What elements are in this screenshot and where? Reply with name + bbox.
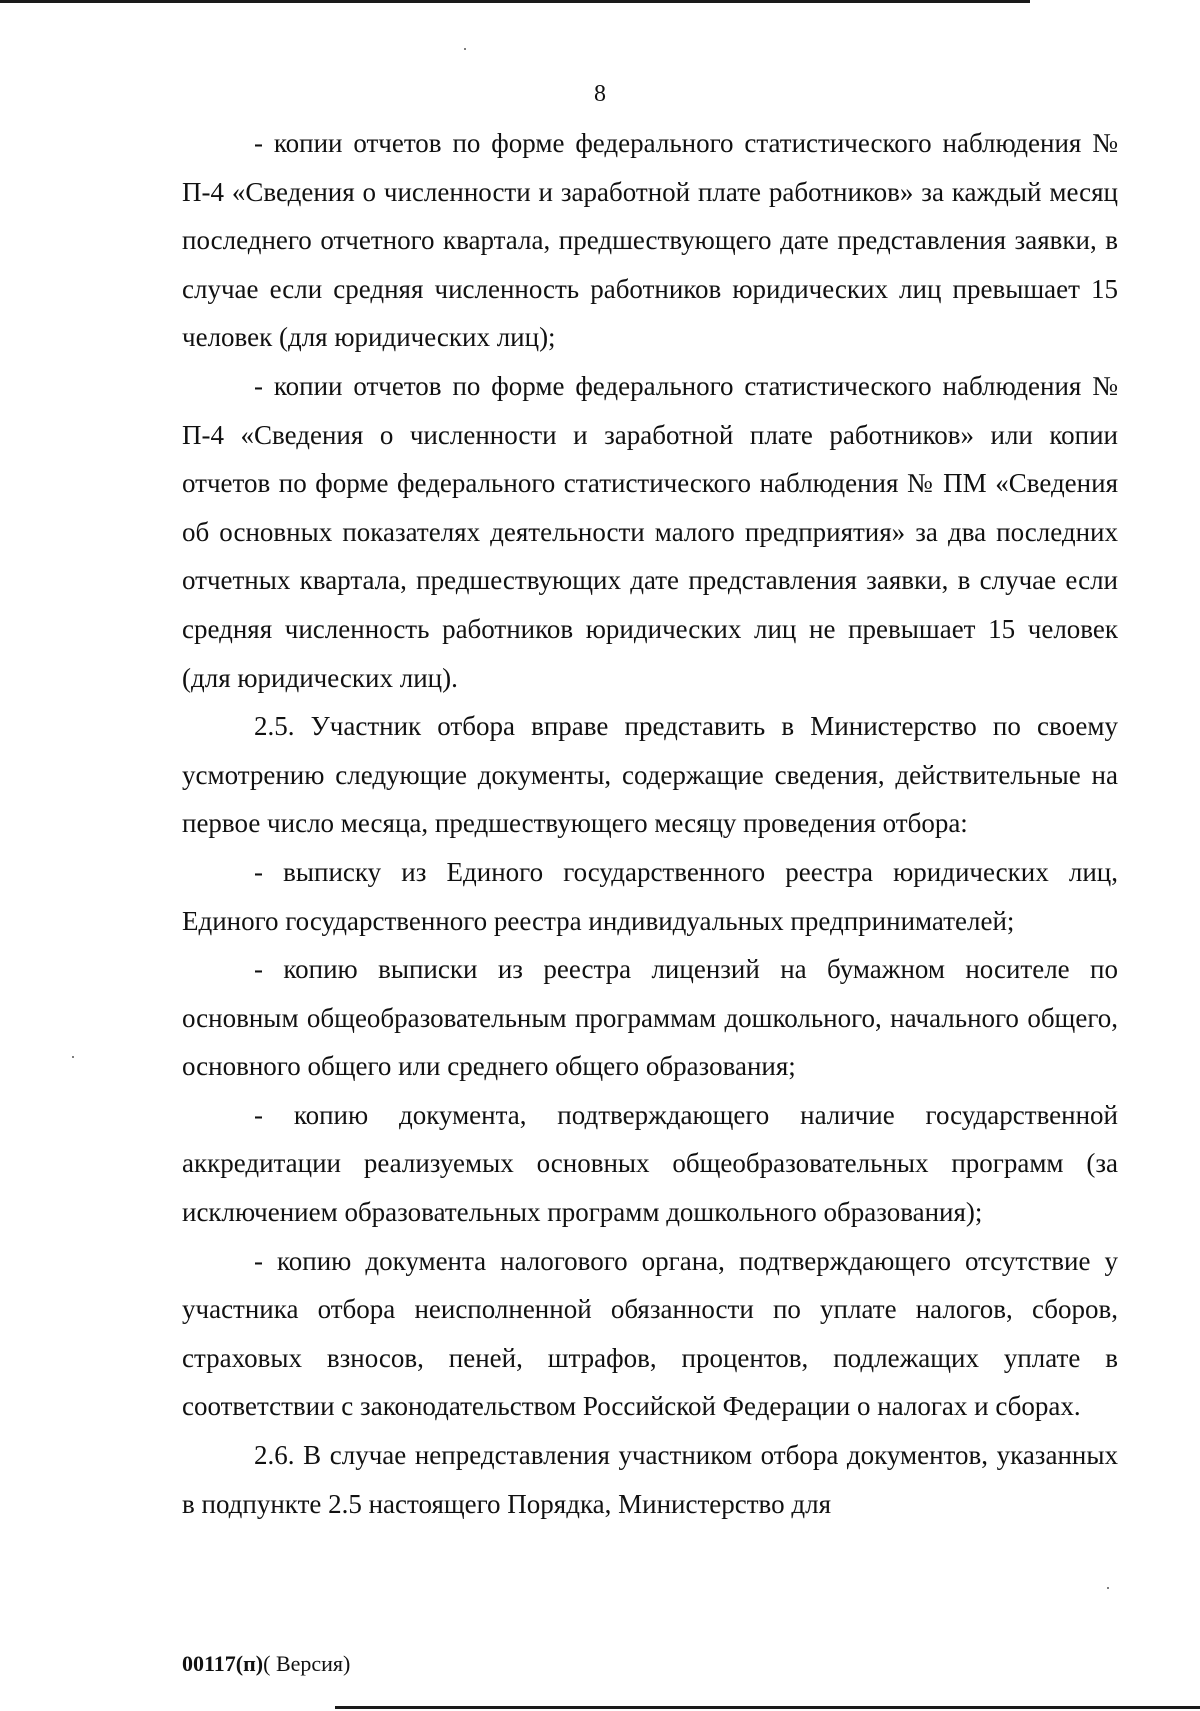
footer-document-code: 00117(п)	[182, 1651, 264, 1676]
bottom-border-line	[335, 1706, 1200, 1709]
paragraph-accreditation-copy: - копию документа, подтверждающего наличие государственной аккредитации реализуемых основных общеобразовательных программ (за исключением образовательных программ дошкольного образования);	[182, 1099, 1118, 1228]
footer	[182, 1649, 350, 1679]
page-number: 8	[594, 81, 606, 107]
paragraph-p4-copies-over-15: - копии отчетов по форме федерального статистического наблюдения № П-4 «Сведения о численности и заработной плате работников» за каждый месяц последнего отчетного квартала, предшествующего дате представления заявки, в случае если средняя численность работников юридических лиц превышает 15 человек (для юридических лиц);	[182, 128, 1118, 353]
paragraph-p4-pm-copies-under-15: - копии отчетов по форме федерального статистического наблюдения № П-4 «Сведения о численности и заработной плате работников» или копии отчетов по форме федерального статистического наблюдения № ПМ «Сведения об основных показателях деятельности малого предприятия» за два последних отчетных квартала, предшествующих дате представления заявки, в случае если средняя численность работников юридических лиц не превышает 15 человек (для юридических лиц).	[182, 370, 1118, 693]
paragraph-tax-document-copy: - копию документа налогового органа, подтверждающего отсутствие у участника отбора неисполненной обязанности по уплате налогов, сборов, страховых взносов, пеней, штрафов, процентов, подлежащих уплате в соответствии с законодательством Российской Федерации о налогах и сборах.	[182, 1245, 1118, 1422]
top-border-line	[0, 0, 1030, 3]
paragraph-license-extract: - копию выписки из реестра лицензий на бумажном носителе по основным общеобразовательным программам дошкольного, начального общего, основного общего или среднего общего образования;	[182, 954, 1118, 1082]
scan-speck	[1107, 1587, 1109, 1589]
paragraph-egrul-extract: - выписку из Единого государственного реестра юридических лиц, Единого государственного реестра индивидуальных предпринимателей;	[182, 856, 1118, 936]
paragraph-2-6: 2.6. В случае непредставления участником отбора документов, указанных в подпункте 2.5 настоящего Порядка, Министерство для	[182, 1440, 1118, 1519]
document-body	[182, 119, 1118, 1528]
scan-speck	[464, 48, 466, 50]
scan-speck	[72, 1056, 74, 1058]
paragraph-2-5: 2.5. Участник отбора вправе представить в Министерство по своему усмотрению следующие документы, содержащие сведения, действительные на первое число месяца, предшествующего месяцу проведения отбора:	[182, 711, 1118, 839]
footer-version: ( Версия)	[263, 1651, 351, 1676]
